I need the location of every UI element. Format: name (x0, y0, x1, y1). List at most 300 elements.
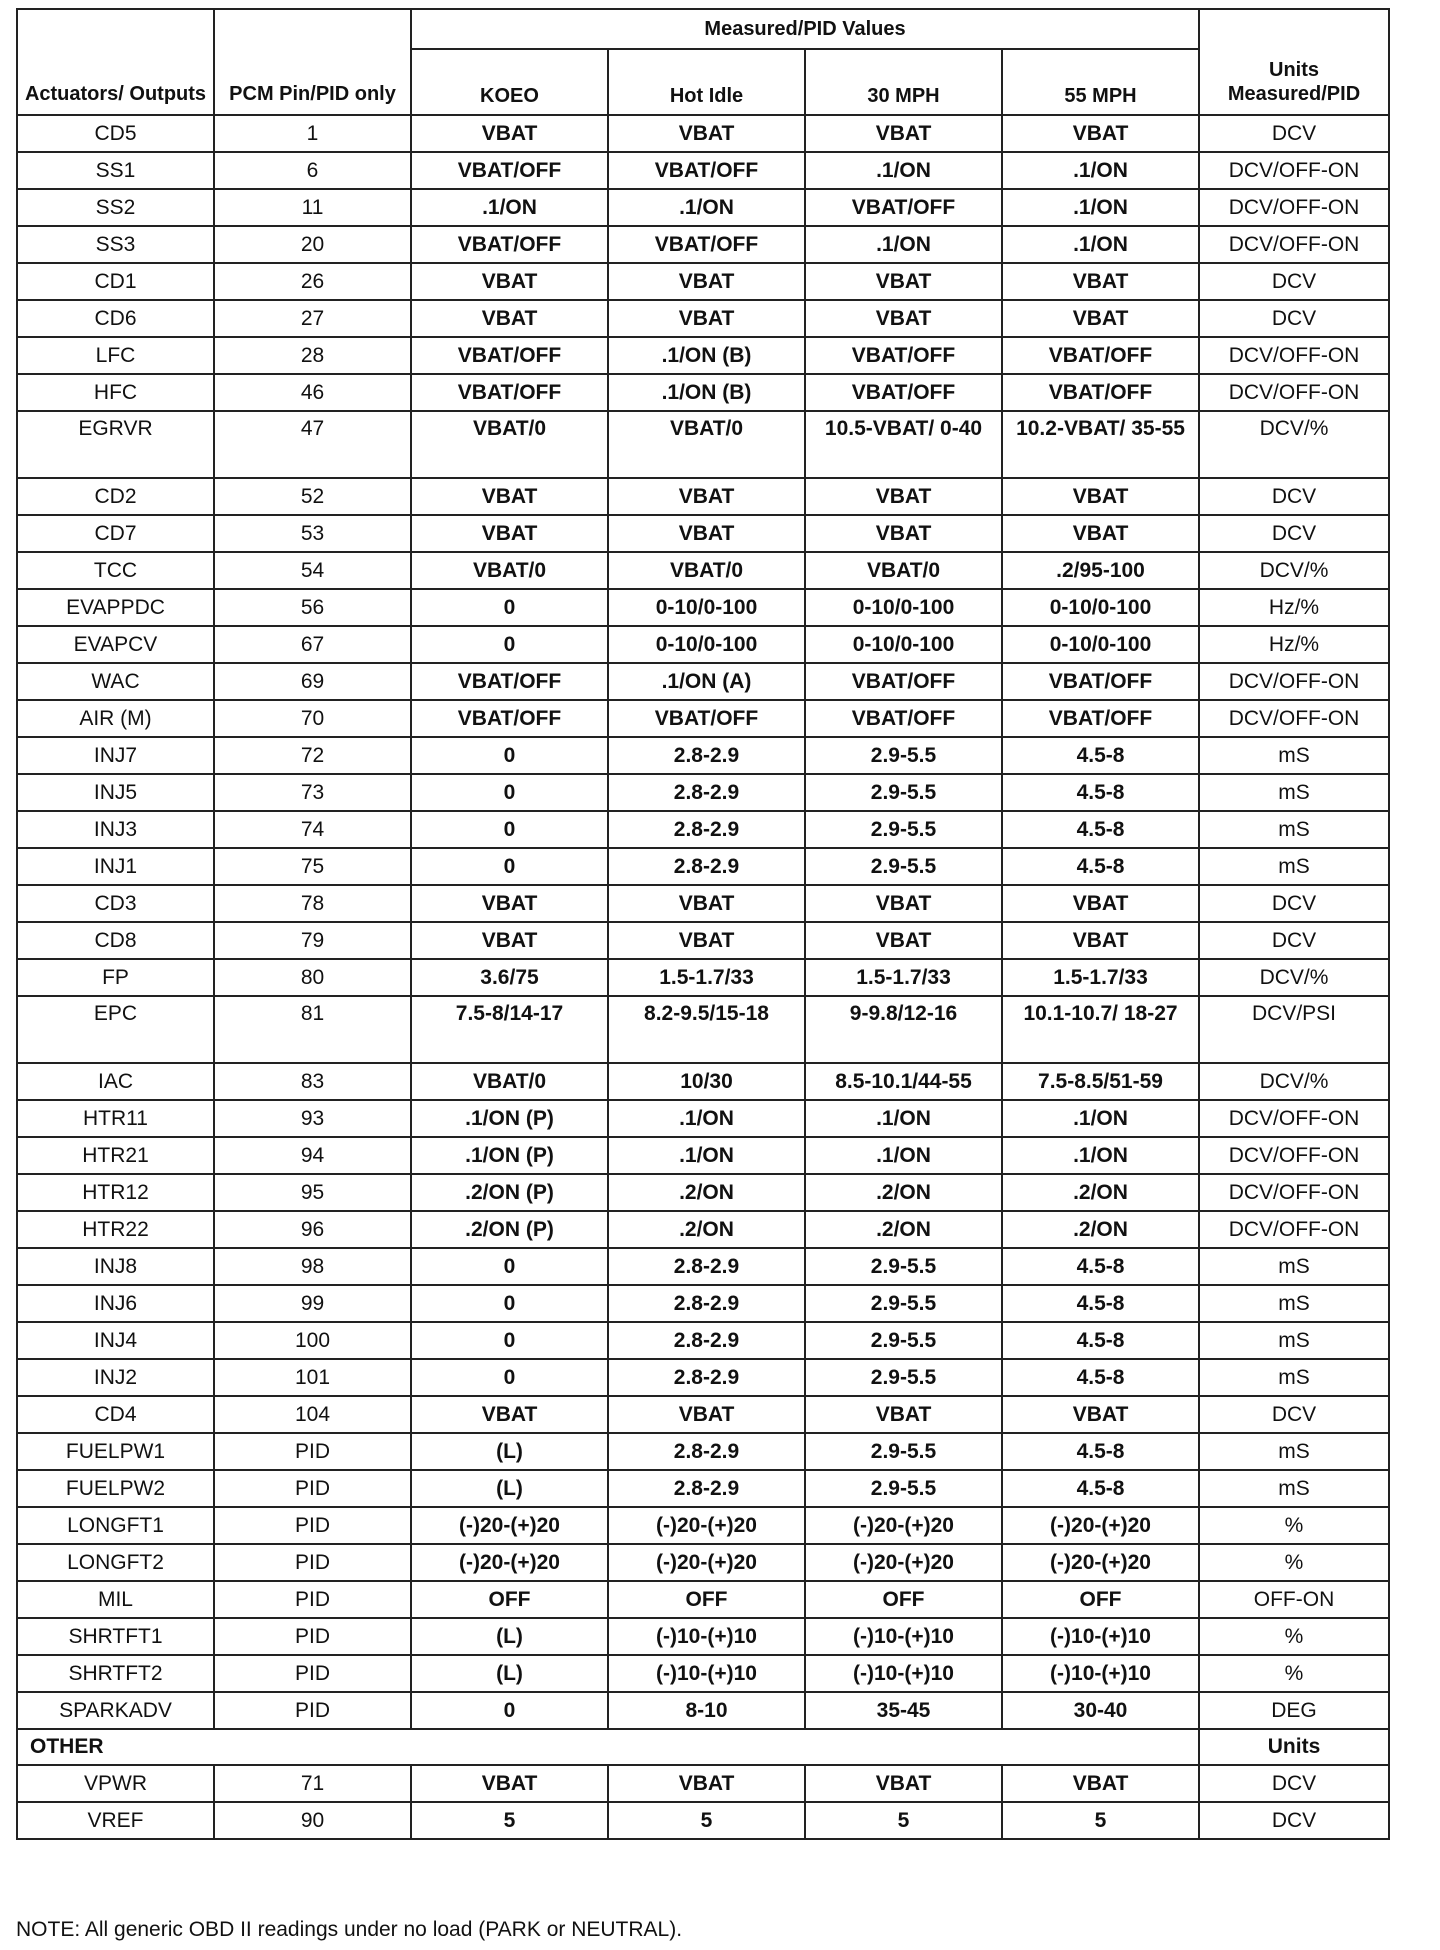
hot-idle-value-cell: 2.8-2.9 (608, 1433, 805, 1470)
mph55-value-cell: VBAT/OFF (1002, 337, 1199, 374)
table-row (17, 996, 1389, 1063)
pcm-pin-cell: 93 (214, 1100, 411, 1137)
koeo-value-cell: VBAT (411, 115, 608, 152)
table-row (17, 663, 1389, 700)
koeo-value-cell: 0 (411, 1692, 608, 1729)
units-cell: DCV/% (1199, 959, 1389, 996)
units-cell: DCV/OFF-ON (1199, 1211, 1389, 1248)
hot-idle-value-cell: VBAT (608, 922, 805, 959)
hot-idle-value-cell: VBAT/OFF (608, 152, 805, 189)
mph55-value-cell: OFF (1002, 1581, 1199, 1618)
hot-idle-value-cell: .1/ON (608, 1137, 805, 1174)
units-cell: DCV/% (1199, 1063, 1389, 1100)
units-cell: DCV/OFF-ON (1199, 1137, 1389, 1174)
mph55-value-cell: 1.5-1.7/33 (1002, 959, 1199, 996)
mph55-value-cell: VBAT/OFF (1002, 700, 1199, 737)
koeo-value-cell: VBAT/OFF (411, 700, 608, 737)
mph55-value-cell: .1/ON (1002, 1137, 1199, 1174)
koeo-value-cell: 3.6/75 (411, 959, 608, 996)
hot-idle-value-cell: VBAT (608, 300, 805, 337)
units-cell: DCV (1199, 115, 1389, 152)
pcm-pin-cell: 74 (214, 811, 411, 848)
pcm-pin-cell: 20 (214, 226, 411, 263)
hot-idle-value-cell: VBAT/OFF (608, 226, 805, 263)
mph55-value-cell: 4.5-8 (1002, 1322, 1199, 1359)
mph30-value-cell: 10.5-VBAT/ 0-40 (805, 411, 1002, 478)
units-cell: mS (1199, 1322, 1389, 1359)
mph30-value-cell: 35-45 (805, 1692, 1002, 1729)
units-cell: mS (1199, 848, 1389, 885)
mph55-value-cell: 4.5-8 (1002, 1470, 1199, 1507)
pcm-pin-cell: 71 (214, 1765, 411, 1802)
koeo-value-cell: (L) (411, 1470, 608, 1507)
pcm-pin-cell: 80 (214, 959, 411, 996)
actuator-name-cell: CD4 (17, 1396, 214, 1433)
table-row (17, 1211, 1389, 1248)
table-row (17, 1359, 1389, 1396)
mph55-value-cell: 4.5-8 (1002, 774, 1199, 811)
units-cell: DCV/OFF-ON (1199, 1174, 1389, 1211)
hot-idle-value-cell: .1/ON (B) (608, 374, 805, 411)
hot-idle-value-cell: VBAT (608, 478, 805, 515)
units-cell: DCV (1199, 1765, 1389, 1802)
table-row (17, 1137, 1389, 1174)
table-row (17, 959, 1389, 996)
mph55-value-cell: .1/ON (1002, 1100, 1199, 1137)
actuator-name-cell: CD8 (17, 922, 214, 959)
pcm-pin-cell: 11 (214, 189, 411, 226)
header-koeo: KOEO (411, 49, 608, 115)
actuator-name-cell: FUELPW2 (17, 1470, 214, 1507)
mph55-value-cell: VBAT/OFF (1002, 663, 1199, 700)
mph30-value-cell: VBAT (805, 515, 1002, 552)
units-cell: mS (1199, 1248, 1389, 1285)
actuator-name-cell: CD2 (17, 478, 214, 515)
pcm-pin-cell: 100 (214, 1322, 411, 1359)
mph30-value-cell: .1/ON (805, 226, 1002, 263)
units-cell: mS (1199, 1285, 1389, 1322)
koeo-value-cell: VBAT (411, 1396, 608, 1433)
koeo-value-cell: VBAT/0 (411, 1063, 608, 1100)
pcm-pin-cell: 67 (214, 626, 411, 663)
mph30-value-cell: .2/ON (805, 1174, 1002, 1211)
koeo-value-cell: 0 (411, 848, 608, 885)
actuator-name-cell: SHRTFT1 (17, 1618, 214, 1655)
pcm-pin-cell: 6 (214, 152, 411, 189)
mph30-value-cell: OFF (805, 1581, 1002, 1618)
pcm-pin-cell: 83 (214, 1063, 411, 1100)
koeo-value-cell: 5 (411, 1802, 608, 1839)
mph55-value-cell: .1/ON (1002, 189, 1199, 226)
koeo-value-cell: .1/ON (P) (411, 1100, 608, 1137)
koeo-value-cell: (L) (411, 1618, 608, 1655)
mph30-value-cell: 2.9-5.5 (805, 848, 1002, 885)
mph30-value-cell: .1/ON (805, 152, 1002, 189)
hot-idle-value-cell: 0-10/0-100 (608, 589, 805, 626)
actuator-outputs-table (16, 8, 1390, 1840)
koeo-value-cell: 0 (411, 1248, 608, 1285)
pcm-pin-cell: 79 (214, 922, 411, 959)
actuator-name-cell: SS1 (17, 152, 214, 189)
hot-idle-value-cell: 8.2-9.5/15-18 (608, 996, 805, 1063)
hot-idle-value-cell: 8-10 (608, 1692, 805, 1729)
pcm-pin-cell: 56 (214, 589, 411, 626)
mph55-value-cell: 0-10/0-100 (1002, 626, 1199, 663)
pcm-pin-cell: 95 (214, 1174, 411, 1211)
mph30-value-cell: VBAT (805, 115, 1002, 152)
koeo-value-cell: 0 (411, 811, 608, 848)
actuator-name-cell: EVAPPDC (17, 589, 214, 626)
actuator-name-cell: INJ3 (17, 811, 214, 848)
hot-idle-value-cell: VBAT/OFF (608, 700, 805, 737)
hot-idle-value-cell: 1.5-1.7/33 (608, 959, 805, 996)
actuator-name-cell: INJ5 (17, 774, 214, 811)
hot-idle-value-cell: VBAT/0 (608, 552, 805, 589)
pcm-pin-cell: 104 (214, 1396, 411, 1433)
koeo-value-cell: VBAT/OFF (411, 226, 608, 263)
table-row (17, 1322, 1389, 1359)
hot-idle-value-cell: 5 (608, 1802, 805, 1839)
koeo-value-cell: VBAT/OFF (411, 152, 608, 189)
table-body (17, 115, 1389, 1729)
hot-idle-value-cell: .2/ON (608, 1174, 805, 1211)
table-row (17, 1802, 1389, 1839)
pcm-pin-cell: PID (214, 1507, 411, 1544)
mph55-value-cell: 4.5-8 (1002, 737, 1199, 774)
mph55-value-cell: 7.5-8.5/51-59 (1002, 1063, 1199, 1100)
actuator-name-cell: CD7 (17, 515, 214, 552)
actuator-name-cell: AIR (M) (17, 700, 214, 737)
table-row (17, 1285, 1389, 1322)
hot-idle-value-cell: .1/ON (B) (608, 337, 805, 374)
hot-idle-value-cell: VBAT (608, 115, 805, 152)
units-cell: % (1199, 1544, 1389, 1581)
units-cell: OFF-ON (1199, 1581, 1389, 1618)
units-cell: mS (1199, 774, 1389, 811)
mph30-value-cell: 2.9-5.5 (805, 1359, 1002, 1396)
koeo-value-cell: 0 (411, 1285, 608, 1322)
table-row (17, 589, 1389, 626)
units-cell: DCV/OFF-ON (1199, 700, 1389, 737)
koeo-value-cell: VBAT/0 (411, 411, 608, 478)
hot-idle-value-cell: 2.8-2.9 (608, 1470, 805, 1507)
units-cell: DCV (1199, 1802, 1389, 1839)
pcm-pin-cell: 54 (214, 552, 411, 589)
koeo-value-cell: 0 (411, 1322, 608, 1359)
koeo-value-cell: 0 (411, 1359, 608, 1396)
mph30-value-cell: VBAT/OFF (805, 374, 1002, 411)
hot-idle-value-cell: 2.8-2.9 (608, 1359, 805, 1396)
koeo-value-cell: 7.5-8/14-17 (411, 996, 608, 1063)
table-row (17, 1765, 1389, 1802)
header-30-mph: 30 MPH (805, 49, 1002, 115)
hot-idle-value-cell: (-)10-(+)10 (608, 1655, 805, 1692)
koeo-value-cell: VBAT (411, 1765, 608, 1802)
pcm-pin-cell: 52 (214, 478, 411, 515)
pcm-pin-cell: PID (214, 1470, 411, 1507)
mph30-value-cell: 8.5-10.1/44-55 (805, 1063, 1002, 1100)
mph55-value-cell: VBAT (1002, 300, 1199, 337)
table-row (17, 1396, 1389, 1433)
mph55-value-cell: VBAT (1002, 1765, 1199, 1802)
pcm-pin-cell: 46 (214, 374, 411, 411)
actuator-name-cell: INJ1 (17, 848, 214, 885)
header-units-measured-pid: Units Measured/PID (1199, 9, 1389, 115)
table-row (17, 515, 1389, 552)
mph55-value-cell: 5 (1002, 1802, 1199, 1839)
units-cell: DCV/OFF-ON (1199, 663, 1389, 700)
pcm-pin-cell: PID (214, 1692, 411, 1729)
units-cell: DCV/% (1199, 411, 1389, 478)
table-row (17, 263, 1389, 300)
hot-idle-value-cell: 2.8-2.9 (608, 737, 805, 774)
table-row (17, 811, 1389, 848)
units-cell: mS (1199, 1470, 1389, 1507)
mph30-value-cell: .2/ON (805, 1211, 1002, 1248)
mph30-value-cell: 0-10/0-100 (805, 626, 1002, 663)
mph55-value-cell: .2/ON (1002, 1211, 1199, 1248)
actuator-name-cell: WAC (17, 663, 214, 700)
actuator-name-cell: TCC (17, 552, 214, 589)
mph55-value-cell: (-)20-(+)20 (1002, 1544, 1199, 1581)
mph55-value-cell: VBAT (1002, 1396, 1199, 1433)
mph30-value-cell: VBAT (805, 263, 1002, 300)
table-row (17, 337, 1389, 374)
actuator-name-cell: CD5 (17, 115, 214, 152)
mph55-value-cell: .2/95-100 (1002, 552, 1199, 589)
koeo-value-cell: VBAT (411, 922, 608, 959)
units-cell: DCV/% (1199, 552, 1389, 589)
hot-idle-value-cell: 2.8-2.9 (608, 1248, 805, 1285)
mph30-value-cell: 2.9-5.5 (805, 774, 1002, 811)
hot-idle-value-cell: .2/ON (608, 1211, 805, 1248)
table-row (17, 1248, 1389, 1285)
koeo-value-cell: VBAT (411, 478, 608, 515)
mph55-value-cell: 0-10/0-100 (1002, 589, 1199, 626)
other-section-spacer (214, 1729, 1199, 1765)
koeo-value-cell: .1/ON (P) (411, 1137, 608, 1174)
mph30-value-cell: (-)10-(+)10 (805, 1655, 1002, 1692)
footnote: NOTE: All generic OBD II readings under no load (PARK or NEUTRAL). (16, 1918, 683, 1941)
koeo-value-cell: .1/ON (411, 189, 608, 226)
table-row (17, 737, 1389, 774)
pcm-pin-cell: PID (214, 1618, 411, 1655)
pcm-pin-cell: 53 (214, 515, 411, 552)
pcm-pin-cell: PID (214, 1655, 411, 1692)
mph30-value-cell: (-)20-(+)20 (805, 1507, 1002, 1544)
mph30-value-cell: 2.9-5.5 (805, 1322, 1002, 1359)
mph55-value-cell: 4.5-8 (1002, 1285, 1199, 1322)
pcm-pin-cell: 90 (214, 1802, 411, 1839)
hot-idle-value-cell: (-)20-(+)20 (608, 1507, 805, 1544)
header-measured-pid-values: Measured/PID Values (411, 9, 1199, 49)
hot-idle-value-cell: (-)20-(+)20 (608, 1544, 805, 1581)
actuator-name-cell: LONGFT1 (17, 1507, 214, 1544)
mph55-value-cell: 4.5-8 (1002, 848, 1199, 885)
mph30-value-cell: VBAT/OFF (805, 189, 1002, 226)
pcm-pin-cell: 1 (214, 115, 411, 152)
mph30-value-cell: VBAT (805, 885, 1002, 922)
koeo-value-cell: (-)20-(+)20 (411, 1544, 608, 1581)
actuator-name-cell: HFC (17, 374, 214, 411)
actuator-name-cell: FP (17, 959, 214, 996)
actuator-name-cell: LFC (17, 337, 214, 374)
mph30-value-cell: (-)10-(+)10 (805, 1618, 1002, 1655)
units-cell: Hz/% (1199, 589, 1389, 626)
units-cell: mS (1199, 1359, 1389, 1396)
mph55-value-cell: .2/ON (1002, 1174, 1199, 1211)
mph55-value-cell: VBAT (1002, 115, 1199, 152)
table-row (17, 1433, 1389, 1470)
units-cell: Hz/% (1199, 626, 1389, 663)
actuator-name-cell: LONGFT2 (17, 1544, 214, 1581)
table-row (17, 1618, 1389, 1655)
pcm-pin-cell: 101 (214, 1359, 411, 1396)
pcm-pin-cell: 78 (214, 885, 411, 922)
koeo-value-cell: .2/ON (P) (411, 1174, 608, 1211)
actuator-name-cell: VPWR (17, 1765, 214, 1802)
table-row (17, 552, 1389, 589)
koeo-value-cell: (L) (411, 1433, 608, 1470)
actuator-name-cell: VREF (17, 1802, 214, 1839)
units-cell: DCV/OFF-ON (1199, 189, 1389, 226)
table-row (17, 115, 1389, 152)
hot-idle-value-cell: 2.8-2.9 (608, 811, 805, 848)
koeo-value-cell: 0 (411, 626, 608, 663)
hot-idle-value-cell: 2.8-2.9 (608, 774, 805, 811)
koeo-value-cell: VBAT (411, 885, 608, 922)
pid-values-sheet (16, 8, 1388, 1840)
table-row (17, 1655, 1389, 1692)
other-header-row (17, 1729, 1389, 1765)
hot-idle-value-cell: 2.8-2.9 (608, 1285, 805, 1322)
koeo-value-cell: VBAT/OFF (411, 337, 608, 374)
table-row (17, 152, 1389, 189)
mph30-value-cell: .1/ON (805, 1100, 1002, 1137)
pcm-pin-cell: 73 (214, 774, 411, 811)
units-cell: % (1199, 1507, 1389, 1544)
mph30-value-cell: VBAT (805, 478, 1002, 515)
units-cell: DCV (1199, 922, 1389, 959)
mph30-value-cell: .1/ON (805, 1137, 1002, 1174)
mph30-value-cell: 2.9-5.5 (805, 1433, 1002, 1470)
mph30-value-cell: VBAT/OFF (805, 700, 1002, 737)
actuator-name-cell: SS2 (17, 189, 214, 226)
pcm-pin-cell: 27 (214, 300, 411, 337)
units-cell: DCV/OFF-ON (1199, 152, 1389, 189)
hot-idle-value-cell: 0-10/0-100 (608, 626, 805, 663)
mph30-value-cell: VBAT (805, 1765, 1002, 1802)
units-cell: mS (1199, 737, 1389, 774)
table-row (17, 885, 1389, 922)
mph30-value-cell: 9-9.8/12-16 (805, 996, 1002, 1063)
koeo-value-cell: OFF (411, 1581, 608, 1618)
units-cell: DCV/OFF-ON (1199, 1100, 1389, 1137)
mph30-value-cell: VBAT/OFF (805, 337, 1002, 374)
table-row (17, 1063, 1389, 1100)
table-row (17, 226, 1389, 263)
units-cell: DCV (1199, 478, 1389, 515)
hot-idle-value-cell: .1/ON (608, 1100, 805, 1137)
hot-idle-value-cell: OFF (608, 1581, 805, 1618)
table-row (17, 411, 1389, 478)
koeo-value-cell: VBAT/OFF (411, 663, 608, 700)
mph55-value-cell: (-)10-(+)10 (1002, 1655, 1199, 1692)
actuator-name-cell: SPARKADV (17, 1692, 214, 1729)
units-cell: DCV (1199, 300, 1389, 337)
mph30-value-cell: VBAT (805, 1396, 1002, 1433)
actuator-name-cell: HTR11 (17, 1100, 214, 1137)
koeo-value-cell: 0 (411, 589, 608, 626)
hot-idle-value-cell: VBAT/0 (608, 411, 805, 478)
mph30-value-cell: 2.9-5.5 (805, 1285, 1002, 1322)
units-cell: mS (1199, 811, 1389, 848)
units-cell: DCV (1199, 515, 1389, 552)
pcm-pin-cell: 75 (214, 848, 411, 885)
pcm-pin-cell: 72 (214, 737, 411, 774)
hot-idle-value-cell: .1/ON (608, 189, 805, 226)
actuator-name-cell: CD6 (17, 300, 214, 337)
actuator-name-cell: HTR12 (17, 1174, 214, 1211)
hot-idle-value-cell: .1/ON (A) (608, 663, 805, 700)
other-section (17, 1729, 1389, 1839)
koeo-value-cell: VBAT/0 (411, 552, 608, 589)
hot-idle-value-cell: 10/30 (608, 1063, 805, 1100)
mph30-value-cell: 2.9-5.5 (805, 811, 1002, 848)
hot-idle-value-cell: VBAT (608, 263, 805, 300)
hot-idle-value-cell: VBAT (608, 1765, 805, 1802)
koeo-value-cell: VBAT (411, 300, 608, 337)
actuator-name-cell: CD3 (17, 885, 214, 922)
hot-idle-value-cell: 2.8-2.9 (608, 1322, 805, 1359)
mph30-value-cell: VBAT (805, 300, 1002, 337)
actuator-name-cell: CD1 (17, 263, 214, 300)
actuator-name-cell: INJ2 (17, 1359, 214, 1396)
actuator-name-cell: HTR21 (17, 1137, 214, 1174)
mph55-value-cell: 4.5-8 (1002, 1248, 1199, 1285)
mph55-value-cell: VBAT (1002, 922, 1199, 959)
header-pcm-pin-pid: PCM Pin/PID only (214, 9, 411, 115)
actuator-name-cell: SS3 (17, 226, 214, 263)
mph30-value-cell: 1.5-1.7/33 (805, 959, 1002, 996)
table-row (17, 774, 1389, 811)
mph30-value-cell: VBAT (805, 922, 1002, 959)
actuator-name-cell: IAC (17, 1063, 214, 1100)
actuator-name-cell: SHRTFT2 (17, 1655, 214, 1692)
mph30-value-cell: 2.9-5.5 (805, 737, 1002, 774)
mph55-value-cell: VBAT (1002, 515, 1199, 552)
table-header (17, 9, 1389, 115)
units-cell: DCV/OFF-ON (1199, 337, 1389, 374)
header-hot-idle: Hot Idle (608, 49, 805, 115)
pcm-pin-cell: 98 (214, 1248, 411, 1285)
pcm-pin-cell: 47 (214, 411, 411, 478)
table-row (17, 848, 1389, 885)
hot-idle-value-cell: 2.8-2.9 (608, 848, 805, 885)
units-cell: DCV/OFF-ON (1199, 374, 1389, 411)
table-row (17, 1581, 1389, 1618)
pcm-pin-cell: 26 (214, 263, 411, 300)
pcm-pin-cell: 96 (214, 1211, 411, 1248)
mph55-value-cell: 10.1-10.7/ 18-27 (1002, 996, 1199, 1063)
mph30-value-cell: VBAT/0 (805, 552, 1002, 589)
koeo-value-cell: VBAT (411, 515, 608, 552)
actuator-name-cell: EGRVR (17, 411, 214, 478)
koeo-value-cell: VBAT (411, 263, 608, 300)
mph30-value-cell: 2.9-5.5 (805, 1470, 1002, 1507)
hot-idle-value-cell: VBAT (608, 885, 805, 922)
table-row (17, 189, 1389, 226)
